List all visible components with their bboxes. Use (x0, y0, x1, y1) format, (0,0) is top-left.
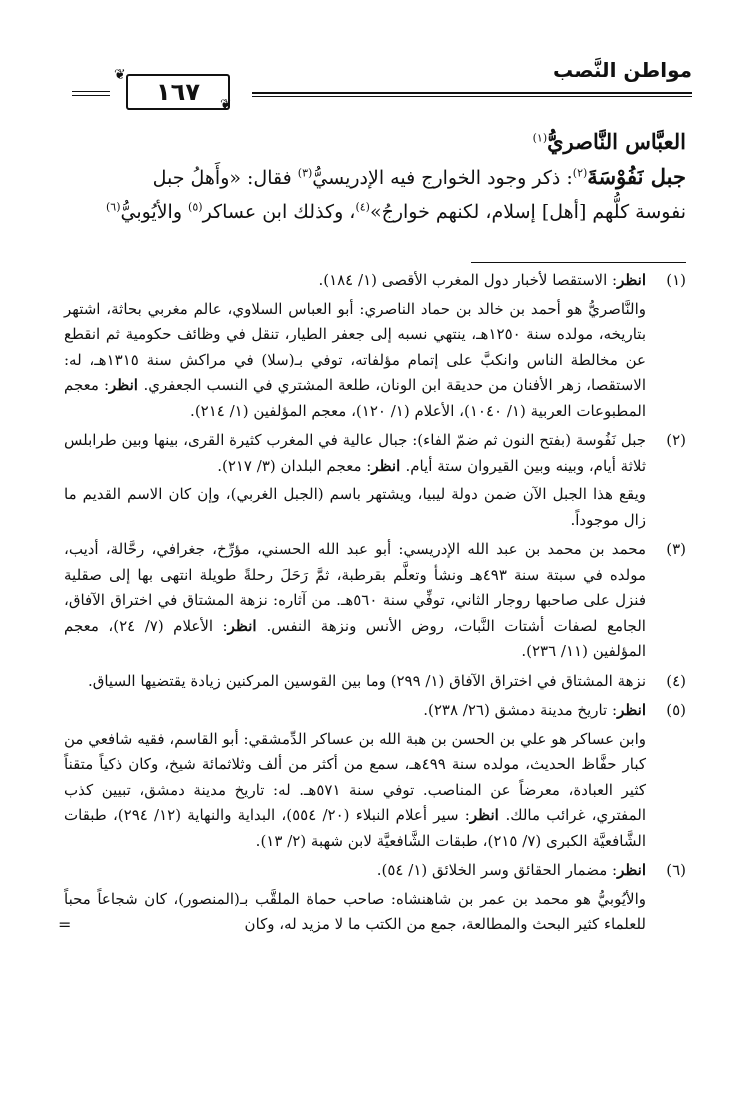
running-title: مواطن النَّصب (553, 58, 692, 82)
footnote-number: (٥) (666, 701, 686, 719)
footnote-ref[interactable]: (٤) (355, 200, 370, 214)
footnote-ref[interactable]: (٣) (297, 166, 313, 180)
footnote-number: (٣) (666, 540, 686, 558)
footnote-2: (٢) جبل نَفُوسة (بفتح النون ثم ضمّ الفاء): جبال عالية في المغرب كثيرة القرى، بينها وبين طرابلس ثلاثة أيام، وبينه وبين القيروان ستة أيام. انظر: معجم البلدان (٣/ ٢١٧). ويقع هذا الجبل الآن ضمن دولة ليبيا، ويشتهر باسم (الجبل الغربي)، وإن كان الاسم القديم ما زال موجوداً. (64, 428, 686, 533)
footnote-1: (١) انظر: الاستقصا لأخبار دول المغرب الأقصى (١/ ١٨٤). والنَّاصريُّ هو أحمد بن خالد بن حماد الناصري: أبو العباس السلاوي، عالم مغربي بحاثة، اشتهر بتاريخه، مولده سنة ١٢٥٠هـ، ينتهي نسبه إلى جعفر الطيار، تنقل في وظائف حكومية ثم انقطع عن مخالطة الناس وانكبَّ على إتمام مؤلفاته، توفي بـ(سلا) في مراكش سنة ١٣١٥هـ، له: الاستقصا، زهر الأفنان من حديقة ابن الونان، طلعة المشتري في النسب الجعفري. انظر: معجم المطبوعات العربية (١/ ١٠٤٠)، الأعلام (١/ ١٢٠)، معجم المؤلفين (١/ ٢١٤). (64, 268, 686, 424)
main-line-2: جبل نَفُوْسَةَ$^{(٢)}$: ذكر وجود الخوارج فيه الإدريسيُّ$^{(٣)}$ فقال: «وأَهلُ جبل (152, 164, 686, 189)
page-number-frame (112, 67, 242, 113)
frame-rule-left (72, 91, 110, 92)
main-line-3: نفوسة كلُّهم [أهل] إسلام، لكنهم خوارجُ»$^{(٤)}$، وكذلك ابن عساكر$^{(٥)}$ والأيُوبيُّ$^{(٦)}$ (105, 200, 686, 223)
page-number: ١٦٧ (126, 74, 230, 110)
footnote-3: (٣) محمد بن محمد بن عبد الله الإدريسي: أبو عبد الله الحسني، مؤرِّخ، جغرافي، رحَّالة، أديب، مولده في سبتة سنة ٤٩٣هـ ونشأ وتعلَّم بقرطبة، ثمَّ رَحَلَ رحلةً طويلة انتهى بها إلى صقلية فنزل على صاحبها روجار الثاني، توفِّي سنة ٥٦٠هـ. من آثاره: نزهة المشتاق في اختراق الآفاق، الجامع لصفات أشتات النَّبات، روض الأنس ونزهة النفس. انظر: الأعلام (٧/ ٢٤)، معجم المؤلفين (١١/ ٢٣٦). (64, 537, 686, 665)
footnote-5: (٥) انظر: تاريخ مدينة دمشق (٢٦/ ٢٣٨). وابن عساكر هو علي بن الحسن بن هبة الله بن عساكر الدِّمشقي: أبو القاسم، فقيه شافعي من كبار حفَّاظ الحديث، مولده سنة ٤٩٩هـ، سمع من أكثر من ألف وثلاثمائة شيخ، وكان ذكياً متقناً كثير العبادة، معرضاً عن المناصب. توفي سنة ٥٧١هـ. له: تاريخ مدينة دمشق، تبيين كذب المفتري، غرائب مالك. انظر: سير أعلام النبلاء (٢٠/ ٥٥٤)، البداية والنهاية (١٢/ ٢٩٤)، طبقات الشَّافعيَّة الكبرى (٧/ ٢١٥)، طبقات الشَّافعيَّة لابن شهبة (٢/ ١٣). (64, 698, 686, 854)
footnote-separator (471, 262, 686, 263)
footnote-number: (٤) (666, 671, 686, 690)
footnote-ref[interactable]: (١) (532, 131, 548, 145)
main-text (66, 125, 686, 229)
footnote-4: (٤) نزهة المشتاق في اختراق الآفاق (١/ ٢٩٩) وما بين القوسين المركنين زيادة يقتضيها السياق. (64, 669, 686, 695)
continuation-mark: = (58, 915, 72, 934)
header-rule-thin (252, 96, 692, 97)
footnote-number: (٦) (666, 861, 686, 879)
footnotes (58, 268, 686, 942)
frame-rule-left-2 (72, 95, 110, 96)
footnote-number: (٢) (666, 431, 686, 449)
main-line-1: العبَّاس النَّاصريُّ$^{(١)}$ (532, 129, 686, 154)
header-rule (252, 92, 692, 94)
footnote-ref[interactable]: (٥) (188, 200, 203, 214)
footnote-6: (٦) انظر: مضمار الحقائق وسر الخلائق (١/ ٥٤). والأيُوبيُّ هو محمد بن عمر بن شاهنشاه: صاحب حماة الملقَّب بـ(المنصور)، كان شجاعاً محباً للعلماء كثير البحث والمطالعة، جمع من الكتب ما لا مزيد له، وكان = (64, 858, 686, 938)
section-heading: جبل نَفُوْسَةَ (587, 164, 686, 189)
footnote-ref[interactable]: (٦) (105, 200, 121, 214)
ornament-icon: ❦ (114, 67, 126, 83)
footnote-ref[interactable]: (٢) (572, 166, 588, 180)
footnote-number: (١) (666, 271, 686, 289)
page-header (72, 58, 692, 113)
ornament-icon: ❦ (220, 97, 232, 113)
